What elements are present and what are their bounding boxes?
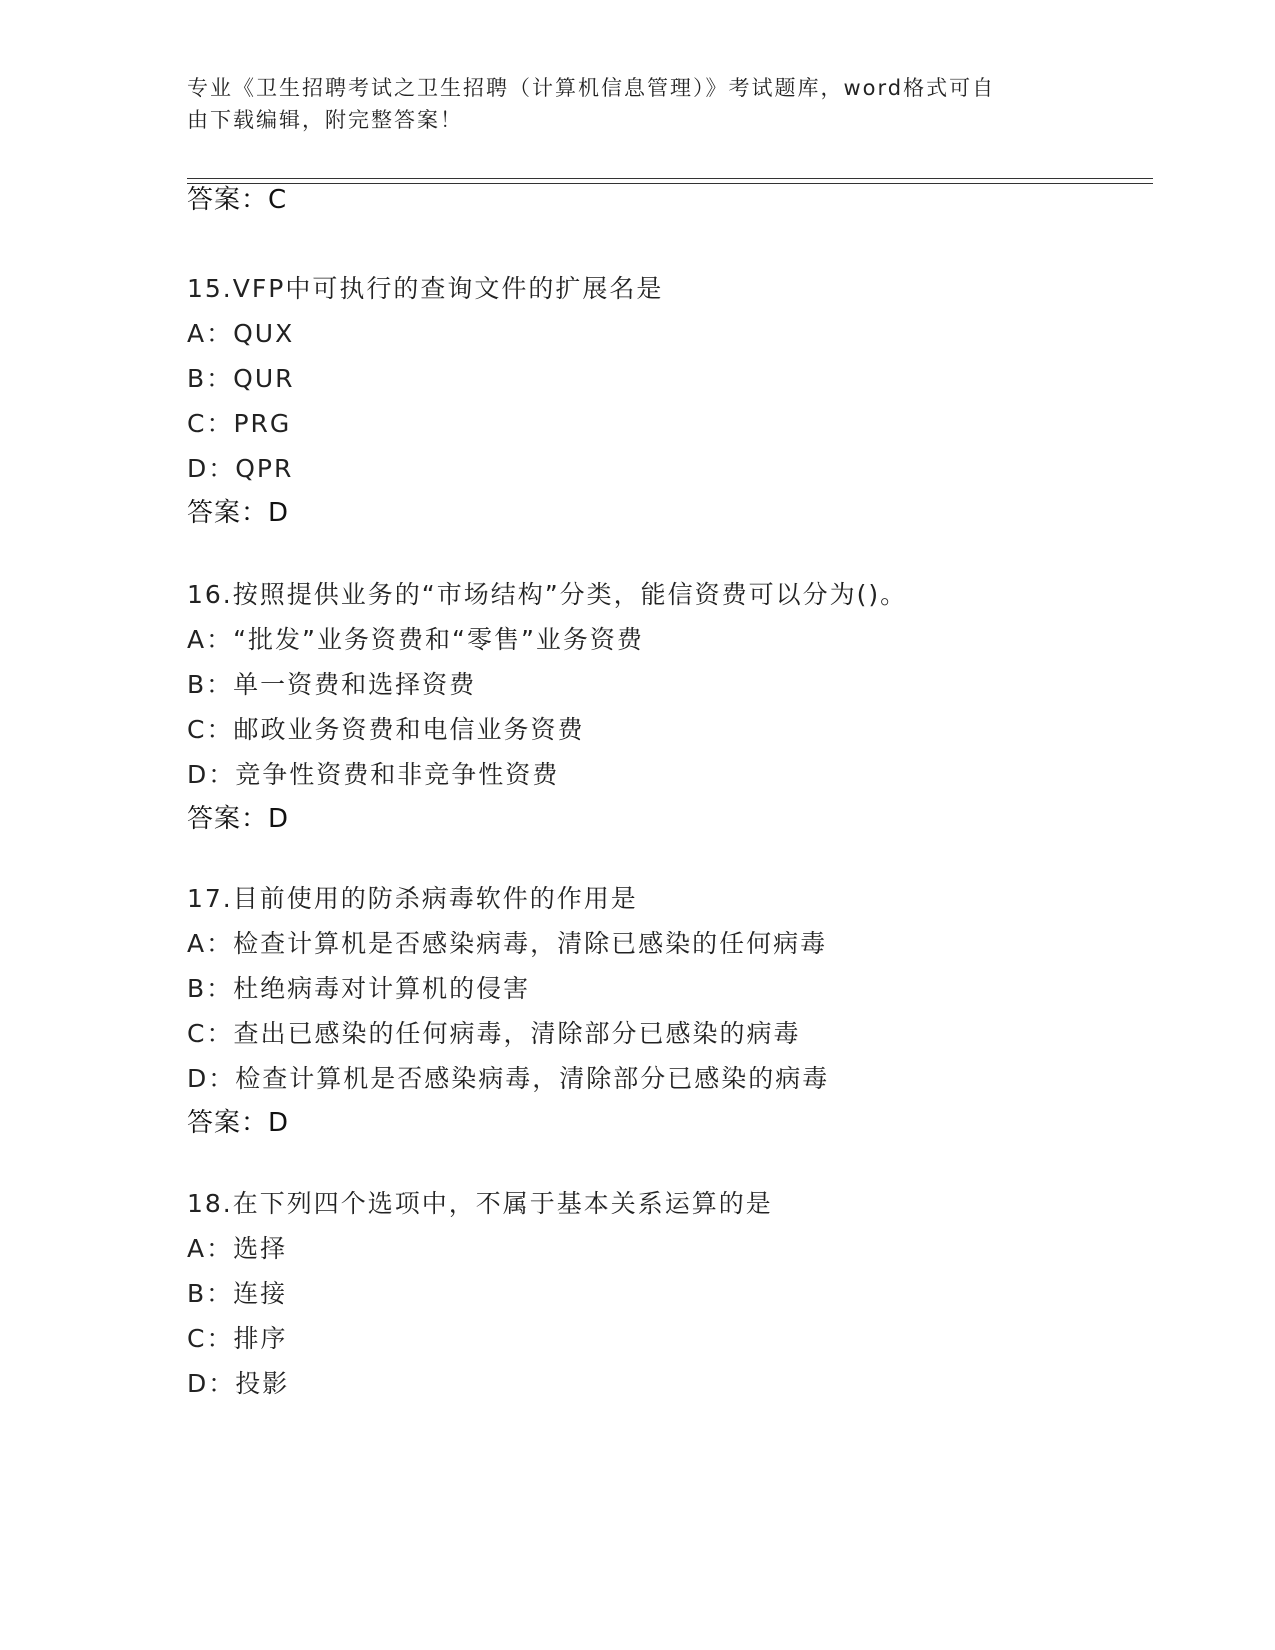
header-line-2: 由下载编辑，附完整答案！ bbox=[187, 108, 463, 132]
option-c: C：排序 bbox=[187, 1324, 288, 1353]
header-divider-bottom bbox=[187, 183, 1153, 184]
question-18 bbox=[187, 1181, 773, 1406]
question-16 bbox=[187, 572, 907, 842]
document-header bbox=[187, 72, 1087, 136]
option-c: C：邮政业务资费和电信业务资费 bbox=[187, 715, 585, 744]
option-b: B：单一资费和选择资费 bbox=[187, 670, 477, 699]
option-a: A：检查计算机是否感染病毒，清除已感染的任何病毒 bbox=[187, 929, 828, 958]
option-b: B：连接 bbox=[187, 1279, 288, 1308]
option-b: B：杜绝病毒对计算机的侵害 bbox=[187, 974, 531, 1003]
header-line-1: 专业《卫生招聘考试之卫生招聘（计算机信息管理）》考试题库，word格式可自 bbox=[187, 76, 996, 100]
option-a: A：“批发”业务资费和“零售”业务资费 bbox=[187, 625, 644, 654]
option-d: D：检查计算机是否感染病毒，清除部分已感染的病毒 bbox=[187, 1064, 830, 1093]
question-stem: 18.在下列四个选项中，不属于基本关系运算的是 bbox=[187, 1189, 773, 1218]
header-divider-top bbox=[187, 178, 1153, 179]
option-a: A：QUX bbox=[187, 319, 295, 348]
question-stem: 17.目前使用的防杀病毒软件的作用是 bbox=[187, 884, 638, 913]
question-stem: 15.VFP中可执行的查询文件的扩展名是 bbox=[187, 274, 664, 303]
option-d: D：竞争性资费和非竞争性资费 bbox=[187, 760, 560, 789]
question-17 bbox=[187, 876, 829, 1146]
answer-label: 答案：D bbox=[187, 804, 290, 834]
previous-answer-block bbox=[187, 178, 287, 223]
option-c: C：PRG bbox=[187, 409, 292, 438]
option-a: A：选择 bbox=[187, 1234, 288, 1263]
answer-label: 答案：D bbox=[187, 498, 290, 528]
answer-label: 答案：D bbox=[187, 1108, 290, 1138]
answer-label: 答案：C bbox=[187, 185, 288, 215]
question-stem: 16.按照提供业务的“市场结构”分类，能信资费可以分为()。 bbox=[187, 580, 908, 609]
option-c: C：查出已感染的任何病毒，清除部分已感染的病毒 bbox=[187, 1019, 801, 1048]
question-15 bbox=[187, 266, 663, 536]
option-b: B：QUR bbox=[187, 364, 295, 393]
option-d: D：QPR bbox=[187, 454, 294, 483]
option-d: D：投影 bbox=[187, 1369, 290, 1398]
